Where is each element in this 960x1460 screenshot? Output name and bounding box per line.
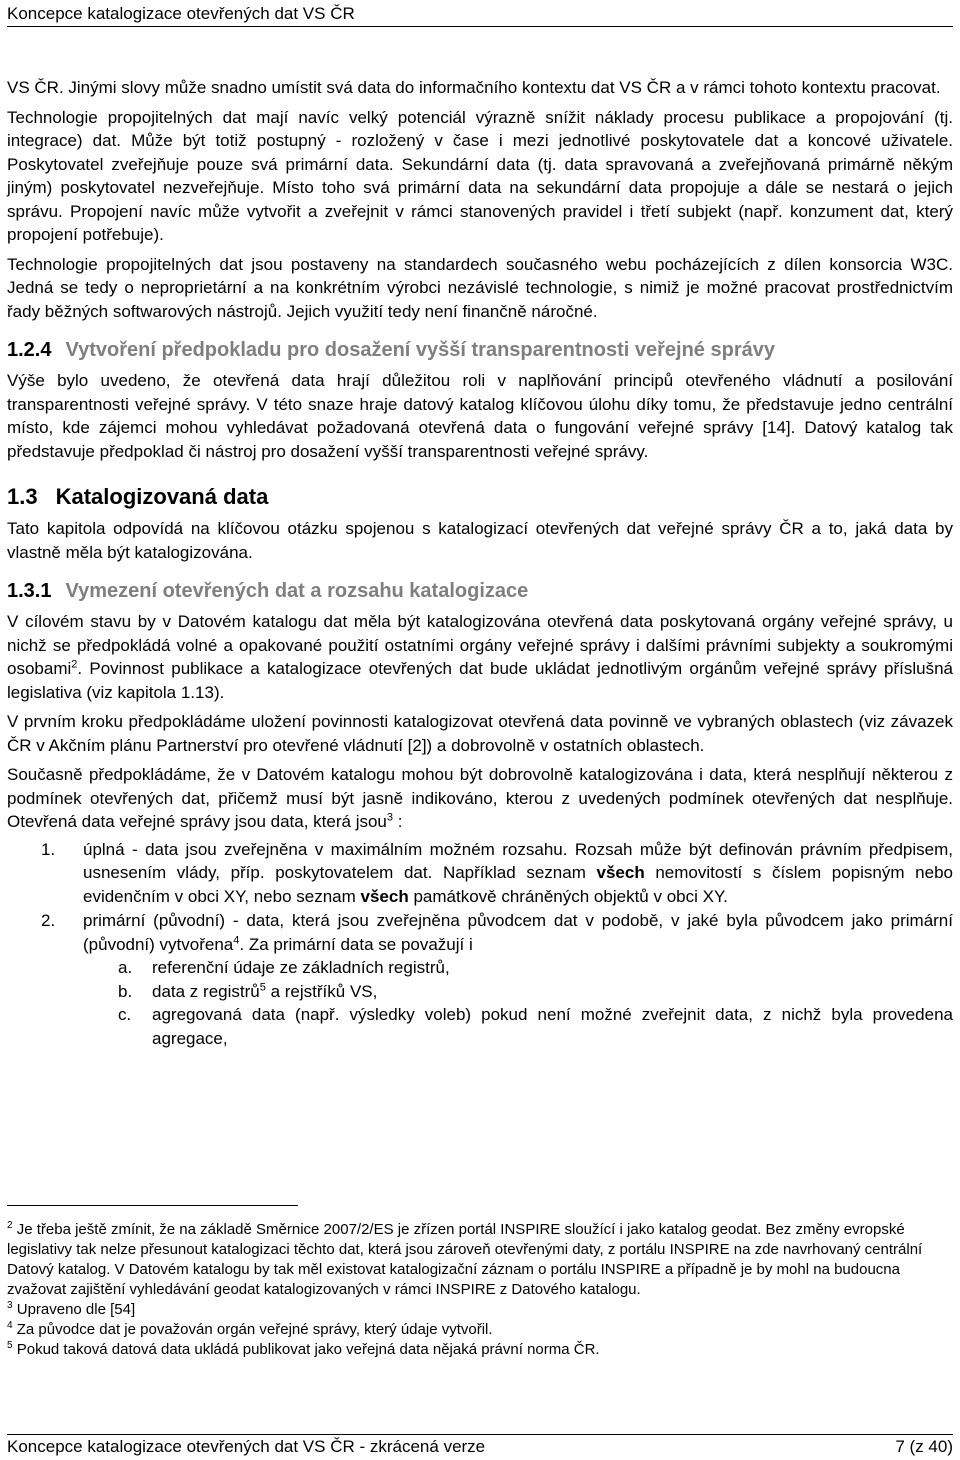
section-heading-1-3-1 (7, 578, 953, 604)
sub-list-item (83, 956, 953, 980)
footnote-text: Je třeba ještě zmínit, že na základě Směrnice 2007/2/ES je zřízen portál INSPIRE sloužící i jako katalog geodat. Bez změny evropské legislativy tak nelze přesunout katalogizaci těchto dat, která jsou zároveň otevřenými daty, z portálu INSPIRE na zde navrhovaný centrální Datový katalog. V Datovém katalogu by tak měl existovat katalogizační záznam o portálu INSPIRE a případně je by mohl na budoucna zvažovat zajištění vyhledávání geodat katalogizovaných v rámci INSPIRE z Datového katalogu. (7, 1221, 923, 1298)
section-heading-1-3 (7, 483, 953, 511)
list-marker: 1. (41, 839, 56, 859)
text-run: úplná - data jsou zveřejněna v maximálním možném rozsahu. Rozsah může být definován právním předpisem, usnesením vlády, příp. poskytovatelem dat. Například seznam (83, 839, 953, 882)
footnote-number: 2 (7, 1220, 13, 1231)
section-title: Vymezení otevřených dat a rozsahu katalogizace (65, 580, 529, 602)
footnote-number: 3 (7, 1300, 13, 1311)
page-number: 7 (z 40) (895, 1437, 953, 1456)
paragraph (7, 610, 953, 704)
text-run: nemovitostí s číslem popisným nebo evidenčním v obci XY, nebo seznam (83, 863, 954, 906)
text-run: primární (původní) - data, která jsou zveřejněna původcem dat v podobě, v jaké byla původcem jako primární (původní) vytvořena (83, 911, 953, 954)
section-heading-1-2-4 (7, 337, 953, 363)
footnotes (7, 1220, 953, 1360)
list-marker: 2. (41, 911, 56, 930)
list-item (7, 909, 953, 1050)
footnote-number: 5 (7, 1340, 13, 1351)
text-run: V cílovém stavu by v Datovém katalogu dat měla být katalogizována otevřená data poskytovaná orgány veřejné správy, u nichž se předpokládá volné a opakované použití ostatními orgány veřejné správy i dalšími právními subjekty a soukromými osobami (7, 612, 953, 678)
section-number: 1.2.4 (7, 339, 52, 361)
footer-title: Koncepce katalogizace otevřených dat VS ČR - zkrácená verze (7, 1437, 486, 1456)
sub-list-item (83, 980, 953, 1004)
sub-list (83, 956, 953, 1050)
sub-list-item (83, 1003, 953, 1050)
paragraph: Výše bylo uvedeno, že otevřená data hrají důležitou roli v naplňování principů otevřeného vládnutí a posilování transparentnosti veřejné správy. V této snaze hraje datový katalog klíčovou úlohu díky tomu, že představuje jedno centrální místo, kde zájemci mohou vyhledávat požadovaná otevřená data o fungování veřejné správy [14]. Datový katalog tak představuje předpoklad či nástroj pro dosažení vyšší transparentnosti veřejné správy. (7, 371, 953, 461)
text-run: památkově chráněných objektů v obci XY. (408, 886, 728, 906)
text-run: a rejstříků VS, (265, 981, 378, 1001)
footnote-text: Za původce dat je považován orgán veřejné správy, který údaje vytvořil. (12, 1321, 493, 1338)
footnote-number: 4 (7, 1320, 13, 1331)
text-run: . Povinnost publikace a katalogizace otevřených dat bude ukládat jednotlivým orgánům veřejné správy příslušná legislativa (viz kapitola 1.13). (7, 659, 953, 702)
section-number: 1.3.1 (7, 580, 52, 602)
list-marker: c. (118, 1005, 132, 1024)
header-title: Koncepce katalogizace otevřených dat VS ČR (7, 4, 355, 23)
text-run: agregovaná data (např. výsledky voleb) pokud není možné zveřejnit data, z nichž byla provedena agregace, (152, 1005, 953, 1048)
text-run: : (393, 812, 403, 831)
text-run: . Za primární data se považují i (239, 934, 473, 954)
footnote-3 (7, 1300, 953, 1320)
paragraph: V prvním kroku předpokládáme uložení povinnosti katalogizovat otevřená data povinně ve vybraných oblastech (viz závazek ČR v Akčním plánu Partnerství pro otevřené vládnutí [2]) a dobrovolně v ostatních oblastech. (7, 712, 953, 755)
text-run: data z registrů (152, 981, 260, 1001)
section-title: Katalogizovaná data (55, 484, 269, 509)
footnote-ref[interactable]: 3 (386, 811, 394, 824)
text-run: Současně předpokládáme, že v Datovém katalogu mohou být dobrovolně katalogizována i data, která nesplňují některou z podmínek otevřených dat, přičemž musí být jasně indikováno, kterou z uvedených podmínek otevřených dat nesplňuje. Otevřená data veřejné správy jsou data, která jsou (7, 765, 953, 831)
paragraph: VS ČR. Jinými slovy může snadno umístit svá data do informačního kontextu dat VS ČR a v rámci tohoto kontextu pracovat. (7, 78, 941, 97)
footnote-ref[interactable]: 2 (71, 658, 78, 671)
footnote-text: Upraveno dle [54] (12, 1301, 136, 1318)
list-marker: b. (118, 981, 133, 1001)
page-header (7, 2, 953, 27)
footnote-4 (7, 1320, 953, 1340)
list-marker: a. (118, 958, 133, 977)
text-bold: všech (360, 886, 409, 906)
page-footer (7, 1434, 953, 1459)
list-item (7, 838, 953, 909)
footnote-5 (7, 1340, 953, 1360)
document-body (7, 76, 953, 1051)
text-run: referenční údaje ze základních registrů, (152, 958, 450, 977)
footnote-ref[interactable]: 5 (259, 980, 266, 993)
paragraph: Tato kapitola odpovídá na klíčovou otázku spojenou s katalogizací otevřených dat veřejné správy ČR a to, jaká data by vlastně měla být katalogizována. (7, 519, 953, 562)
section-title: Vytvoření předpokladu pro dosažení vyšší transparentnosti veřejné správy (65, 339, 775, 361)
text-bold: všech (596, 863, 645, 882)
footnote-separator (7, 1205, 298, 1206)
section-number: 1.3 (7, 484, 38, 509)
definition-list (7, 838, 953, 1051)
footnote-2 (7, 1220, 953, 1300)
paragraph (7, 763, 953, 834)
footnote-ref[interactable]: 4 (233, 933, 240, 946)
footnote-text: Pokud taková datová data ukládá publikovat jako veřejná data nějaká právní norma ČR. (12, 1341, 600, 1358)
paragraph: Technologie propojitelných dat jsou postaveny na standardech současného webu pocházejících z dílen konsorcia W3C. Jedná se tedy o neproprietární a na konkrétním výrobci nezávislé technologie, s nimiž je možné pracovat prostřednictvím řady běžných softwarových nástrojů. Jejich využití tedy není finančně náročné. (7, 254, 953, 321)
paragraph: Technologie propojitelných dat mají navíc velký potenciál výrazně snížit náklady procesu publikace a propojování (tj. integrace) dat. Může být totiž postupný - rozložený v čase i mezi jednotlivé poskytovatele dat a koncové uživatele. Poskytovatel zveřejňuje pouze svá primární data. Sekundární data (tj. data spravovaná a zveřejňovaná primárně někým jiným) poskytovatel nezveřejňuje. Místo toho svá primární data na sekundární data propojuje a dále se nestará o jejich správu. Propojení navíc může vytvořit a zveřejnit v rámci stanovených pravidel i třetí subjekt (např. konzument dat, který propojení potřebuje). (7, 107, 953, 244)
